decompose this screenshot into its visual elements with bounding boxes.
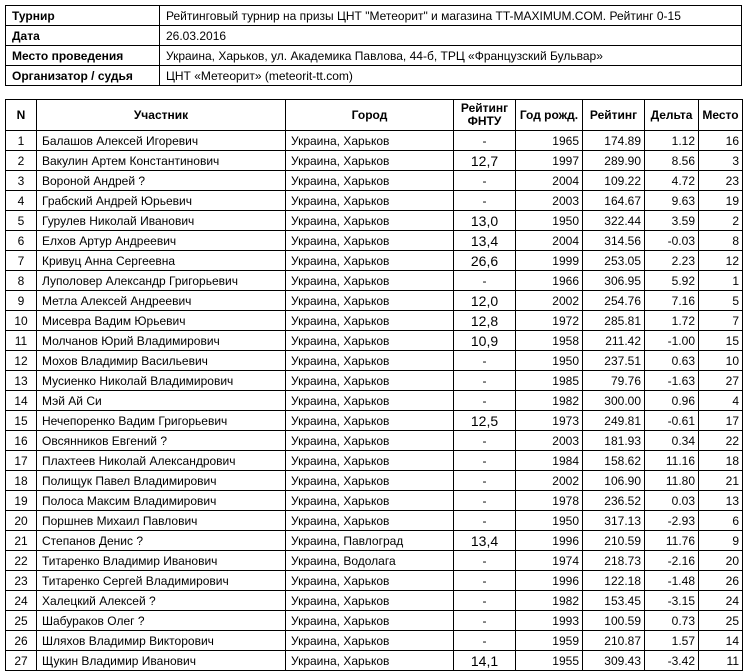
cell-birth-year: 1958: [516, 331, 583, 351]
cell-participant: Балашов Алексей Игоревич: [37, 131, 286, 151]
cell-rating: 181.93: [583, 431, 645, 451]
cell-place: 17: [699, 411, 743, 431]
table-row: [6, 231, 743, 251]
cell-rating: 249.81: [583, 411, 645, 431]
cell-fntu-rating: 13,4: [454, 531, 516, 551]
cell-delta: 1.72: [645, 311, 699, 331]
cell-place: 26: [699, 571, 743, 591]
table-row: [6, 151, 743, 171]
info-value: ЦНТ «Метеорит» (meteorit-tt.com): [160, 66, 742, 86]
table-row: [6, 271, 743, 291]
cell-city: Украина, Харьков: [286, 291, 454, 311]
cell-number: 16: [6, 431, 37, 451]
table-row: [6, 371, 743, 391]
cell-rating: 236.52: [583, 491, 645, 511]
cell-fntu-rating: 13,0: [454, 211, 516, 231]
cell-delta: 1.12: [645, 131, 699, 151]
cell-birth-year: 1972: [516, 311, 583, 331]
cell-rating: 164.67: [583, 191, 645, 211]
cell-fntu-rating: 12,0: [454, 291, 516, 311]
cell-city: Украина, Харьков: [286, 131, 454, 151]
info-label: Место проведения: [6, 46, 160, 66]
cell-participant: Плахтеев Николай Александрович: [37, 451, 286, 471]
cell-number: 13: [6, 371, 37, 391]
cell-place: 15: [699, 331, 743, 351]
cell-participant: Полоса Максим Владимирович: [37, 491, 286, 511]
table-row: [6, 331, 743, 351]
cell-birth-year: 1982: [516, 591, 583, 611]
cell-participant: Полищук Павел Владимирович: [37, 471, 286, 491]
cell-rating: 314.56: [583, 231, 645, 251]
cell-fntu-rating: -: [454, 431, 516, 451]
cell-city: Украина, Харьков: [286, 371, 454, 391]
cell-fntu-rating: -: [454, 511, 516, 531]
cell-birth-year: 1950: [516, 511, 583, 531]
cell-fntu-rating: -: [454, 611, 516, 631]
cell-fntu-rating: 10,9: [454, 331, 516, 351]
cell-participant: Луполовер Александр Григорьевич: [37, 271, 286, 291]
cell-rating: 106.90: [583, 471, 645, 491]
cell-birth-year: 1955: [516, 651, 583, 671]
cell-place: 10: [699, 351, 743, 371]
cell-participant: Мисевра Вадим Юрьевич: [37, 311, 286, 331]
cell-place: 3: [699, 151, 743, 171]
cell-city: Украина, Харьков: [286, 431, 454, 451]
col-header-participant: Участник: [37, 100, 286, 131]
cell-number: 14: [6, 391, 37, 411]
cell-place: 2: [699, 211, 743, 231]
ratings-table: [5, 99, 743, 671]
cell-rating: 218.73: [583, 551, 645, 571]
cell-place: 19: [699, 191, 743, 211]
cell-fntu-rating: 12,7: [454, 151, 516, 171]
cell-city: Украина, Харьков: [286, 391, 454, 411]
cell-city: Украина, Харьков: [286, 171, 454, 191]
cell-delta: -0.61: [645, 411, 699, 431]
col-header-city: Город: [286, 100, 454, 131]
cell-city: Украина, Харьков: [286, 151, 454, 171]
cell-city: Украина, Харьков: [286, 231, 454, 251]
cell-city: Украина, Харьков: [286, 491, 454, 511]
table-row: [6, 131, 743, 151]
table-row: [6, 391, 743, 411]
cell-fntu-rating: -: [454, 591, 516, 611]
cell-delta: -1.63: [645, 371, 699, 391]
table-row: [6, 591, 743, 611]
info-label: Турнир: [6, 6, 160, 26]
cell-place: 13: [699, 491, 743, 511]
cell-number: 15: [6, 411, 37, 431]
cell-rating: 254.76: [583, 291, 645, 311]
cell-participant: Степанов Денис ?: [37, 531, 286, 551]
cell-participant: Халецкий Алексей ?: [37, 591, 286, 611]
cell-delta: 5.92: [645, 271, 699, 291]
cell-rating: 174.89: [583, 131, 645, 151]
cell-participant: Шабураков Олег ?: [37, 611, 286, 631]
cell-place: 7: [699, 311, 743, 331]
cell-city: Украина, Харьков: [286, 251, 454, 271]
cell-fntu-rating: -: [454, 191, 516, 211]
cell-rating: 253.05: [583, 251, 645, 271]
cell-participant: Шляхов Владимир Викторович: [37, 631, 286, 651]
cell-number: 18: [6, 471, 37, 491]
cell-place: 12: [699, 251, 743, 271]
info-row: [6, 66, 742, 86]
cell-rating: 300.00: [583, 391, 645, 411]
cell-city: Украина, Харьков: [286, 591, 454, 611]
cell-number: 10: [6, 311, 37, 331]
cell-delta: 11.16: [645, 451, 699, 471]
cell-participant: Кривуц Анна Сергеевна: [37, 251, 286, 271]
cell-participant: Гурулев Николай Иванович: [37, 211, 286, 231]
table-row: [6, 551, 743, 571]
cell-number: 27: [6, 651, 37, 671]
cell-number: 2: [6, 151, 37, 171]
cell-rating: 211.42: [583, 331, 645, 351]
cell-delta: 0.73: [645, 611, 699, 631]
cell-city: Украина, Водолага: [286, 551, 454, 571]
cell-participant: Титаренко Сергей Владимирович: [37, 571, 286, 591]
table-row: [6, 511, 743, 531]
cell-number: 23: [6, 571, 37, 591]
table-row: [6, 311, 743, 331]
cell-birth-year: 2002: [516, 291, 583, 311]
cell-fntu-rating: -: [454, 451, 516, 471]
cell-place: 22: [699, 431, 743, 451]
cell-fntu-rating: 26,6: [454, 251, 516, 271]
info-row: [6, 26, 742, 46]
cell-birth-year: 1966: [516, 271, 583, 291]
table-row: [6, 451, 743, 471]
cell-number: 24: [6, 591, 37, 611]
cell-birth-year: 1985: [516, 371, 583, 391]
cell-number: 8: [6, 271, 37, 291]
cell-birth-year: 1965: [516, 131, 583, 151]
cell-participant: Молчанов Юрий Владимирович: [37, 331, 286, 351]
cell-place: 23: [699, 171, 743, 191]
cell-participant: Мусиенко Николай Владимирович: [37, 371, 286, 391]
cell-delta: -0.03: [645, 231, 699, 251]
cell-delta: 7.16: [645, 291, 699, 311]
cell-place: 24: [699, 591, 743, 611]
info-value: Рейтинговый турнир на призы ЦНТ "Метеорит" и магазина TT-MAXIMUM.COM. Рейтинг 0-15: [160, 6, 742, 26]
table-row: [6, 291, 743, 311]
cell-place: 16: [699, 131, 743, 151]
cell-city: Украина, Харьков: [286, 271, 454, 291]
cell-delta: 4.72: [645, 171, 699, 191]
cell-number: 22: [6, 551, 37, 571]
cell-city: Украина, Харьков: [286, 411, 454, 431]
cell-rating: 210.87: [583, 631, 645, 651]
cell-delta: 0.03: [645, 491, 699, 511]
cell-birth-year: 2004: [516, 231, 583, 251]
col-header-birth-year: Год рожд.: [516, 100, 583, 131]
cell-number: 21: [6, 531, 37, 551]
cell-rating: 237.51: [583, 351, 645, 371]
cell-birth-year: 1973: [516, 411, 583, 431]
cell-number: 19: [6, 491, 37, 511]
cell-participant: Титаренко Владимир Иванович: [37, 551, 286, 571]
info-label: Дата: [6, 26, 160, 46]
cell-city: Украина, Харьков: [286, 311, 454, 331]
cell-place: 4: [699, 391, 743, 411]
cell-birth-year: 2003: [516, 191, 583, 211]
cell-number: 25: [6, 611, 37, 631]
cell-delta: -1.48: [645, 571, 699, 591]
table-row: [6, 471, 743, 491]
cell-delta: 11.80: [645, 471, 699, 491]
table-row: [6, 191, 743, 211]
cell-place: 6: [699, 511, 743, 531]
col-header-fntu-line2: ФНТУ: [467, 114, 502, 128]
cell-place: 9: [699, 531, 743, 551]
cell-fntu-rating: -: [454, 131, 516, 151]
cell-participant: Мэй Ай Си: [37, 391, 286, 411]
cell-city: Украина, Харьков: [286, 471, 454, 491]
cell-rating: 153.45: [583, 591, 645, 611]
info-value: Украина, Харьков, ул. Академика Павлова, 44-б, ТРЦ «Французский Бульвар»: [160, 46, 742, 66]
table-row: [6, 171, 743, 191]
cell-rating: 100.59: [583, 611, 645, 631]
cell-city: Украина, Харьков: [286, 611, 454, 631]
cell-participant: Щукин Владимир Иванович: [37, 651, 286, 671]
cell-delta: -3.15: [645, 591, 699, 611]
cell-birth-year: 1999: [516, 251, 583, 271]
cell-rating: 210.59: [583, 531, 645, 551]
cell-fntu-rating: -: [454, 471, 516, 491]
cell-delta: -3.42: [645, 651, 699, 671]
cell-city: Украина, Харьков: [286, 651, 454, 671]
cell-rating: 158.62: [583, 451, 645, 471]
cell-number: 12: [6, 351, 37, 371]
table-row: [6, 211, 743, 231]
cell-delta: 2.23: [645, 251, 699, 271]
cell-number: 5: [6, 211, 37, 231]
cell-delta: 11.76: [645, 531, 699, 551]
table-row: [6, 571, 743, 591]
cell-birth-year: 2004: [516, 171, 583, 191]
cell-rating: 289.90: [583, 151, 645, 171]
cell-rating: 122.18: [583, 571, 645, 591]
cell-delta: 9.63: [645, 191, 699, 211]
cell-number: 9: [6, 291, 37, 311]
cell-birth-year: 2002: [516, 471, 583, 491]
cell-place: 27: [699, 371, 743, 391]
cell-number: 20: [6, 511, 37, 531]
cell-fntu-rating: -: [454, 391, 516, 411]
ratings-header-row: [6, 100, 743, 131]
cell-fntu-rating: 13,4: [454, 231, 516, 251]
cell-rating: 317.13: [583, 511, 645, 531]
cell-number: 11: [6, 331, 37, 351]
cell-birth-year: 1959: [516, 631, 583, 651]
cell-delta: 1.57: [645, 631, 699, 651]
ratings-body: [6, 131, 743, 671]
table-row: [6, 631, 743, 651]
cell-place: 25: [699, 611, 743, 631]
cell-number: 1: [6, 131, 37, 151]
cell-city: Украина, Харьков: [286, 631, 454, 651]
cell-place: 1: [699, 271, 743, 291]
cell-birth-year: 1950: [516, 351, 583, 371]
col-header-n: N: [6, 100, 37, 131]
cell-birth-year: 1974: [516, 551, 583, 571]
cell-birth-year: 1997: [516, 151, 583, 171]
cell-rating: 285.81: [583, 311, 645, 331]
table-row: [6, 351, 743, 371]
cell-rating: 109.22: [583, 171, 645, 191]
cell-birth-year: 1996: [516, 531, 583, 551]
cell-city: Украина, Харьков: [286, 511, 454, 531]
cell-city: Украина, Павлоград: [286, 531, 454, 551]
cell-rating: 309.43: [583, 651, 645, 671]
cell-number: 26: [6, 631, 37, 651]
cell-fntu-rating: -: [454, 551, 516, 571]
cell-birth-year: 1950: [516, 211, 583, 231]
col-header-delta: Дельта: [645, 100, 699, 131]
cell-delta: 8.56: [645, 151, 699, 171]
cell-fntu-rating: -: [454, 171, 516, 191]
cell-birth-year: 1982: [516, 391, 583, 411]
cell-birth-year: 1993: [516, 611, 583, 631]
info-label: Организатор / судья: [6, 66, 160, 86]
cell-city: Украина, Харьков: [286, 191, 454, 211]
cell-rating: 79.76: [583, 371, 645, 391]
cell-fntu-rating: 12,5: [454, 411, 516, 431]
table-row: [6, 251, 743, 271]
cell-rating: 322.44: [583, 211, 645, 231]
cell-participant: Метла Алексей Андреевич: [37, 291, 286, 311]
info-value: 26.03.2016: [160, 26, 742, 46]
tournament-info-table: [5, 5, 742, 86]
cell-participant: Елхов Артур Андреевич: [37, 231, 286, 251]
cell-fntu-rating: -: [454, 631, 516, 651]
cell-place: 18: [699, 451, 743, 471]
cell-participant: Поршнев Михаил Павлович: [37, 511, 286, 531]
cell-delta: 0.63: [645, 351, 699, 371]
cell-number: 7: [6, 251, 37, 271]
col-header-fntu-rating: [454, 100, 516, 131]
cell-birth-year: 1978: [516, 491, 583, 511]
cell-participant: Овсянников Евгений ?: [37, 431, 286, 451]
cell-place: 11: [699, 651, 743, 671]
cell-fntu-rating: -: [454, 371, 516, 391]
cell-participant: Вакулин Артем Константинович: [37, 151, 286, 171]
cell-participant: Вороной Андрей ?: [37, 171, 286, 191]
cell-fntu-rating: 12,8: [454, 311, 516, 331]
cell-city: Украина, Харьков: [286, 451, 454, 471]
cell-fntu-rating: -: [454, 271, 516, 291]
col-header-rating: Рейтинг: [583, 100, 645, 131]
cell-number: 6: [6, 231, 37, 251]
info-row: [6, 6, 742, 26]
cell-place: 21: [699, 471, 743, 491]
cell-place: 5: [699, 291, 743, 311]
cell-participant: Грабский Андрей Юрьевич: [37, 191, 286, 211]
cell-delta: -1.00: [645, 331, 699, 351]
cell-place: 14: [699, 631, 743, 651]
cell-rating: 306.95: [583, 271, 645, 291]
col-header-place: Место: [699, 100, 743, 131]
col-header-fntu-line1: Рейтинг: [460, 101, 509, 115]
cell-number: 4: [6, 191, 37, 211]
table-row: [6, 411, 743, 431]
cell-place: 8: [699, 231, 743, 251]
cell-city: Украина, Харьков: [286, 351, 454, 371]
cell-delta: -2.93: [645, 511, 699, 531]
info-row: [6, 46, 742, 66]
table-row: [6, 491, 743, 511]
cell-delta: -2.16: [645, 551, 699, 571]
cell-city: Украина, Харьков: [286, 571, 454, 591]
table-row: [6, 651, 743, 671]
cell-city: Украина, Харьков: [286, 331, 454, 351]
cell-delta: 3.59: [645, 211, 699, 231]
cell-city: Украина, Харьков: [286, 211, 454, 231]
cell-place: 20: [699, 551, 743, 571]
cell-fntu-rating: 14,1: [454, 651, 516, 671]
cell-participant: Мохов Владимир Васильевич: [37, 351, 286, 371]
cell-birth-year: 2003: [516, 431, 583, 451]
cell-delta: 0.96: [645, 391, 699, 411]
table-row: [6, 431, 743, 451]
cell-fntu-rating: -: [454, 571, 516, 591]
cell-fntu-rating: -: [454, 351, 516, 371]
cell-fntu-rating: -: [454, 491, 516, 511]
table-row: [6, 611, 743, 631]
cell-birth-year: 1984: [516, 451, 583, 471]
cell-delta: 0.34: [645, 431, 699, 451]
table-row: [6, 531, 743, 551]
cell-number: 17: [6, 451, 37, 471]
cell-number: 3: [6, 171, 37, 191]
cell-birth-year: 1996: [516, 571, 583, 591]
tournament-info-body: [6, 6, 742, 86]
cell-participant: Нечепоренко Вадим Григорьевич: [37, 411, 286, 431]
